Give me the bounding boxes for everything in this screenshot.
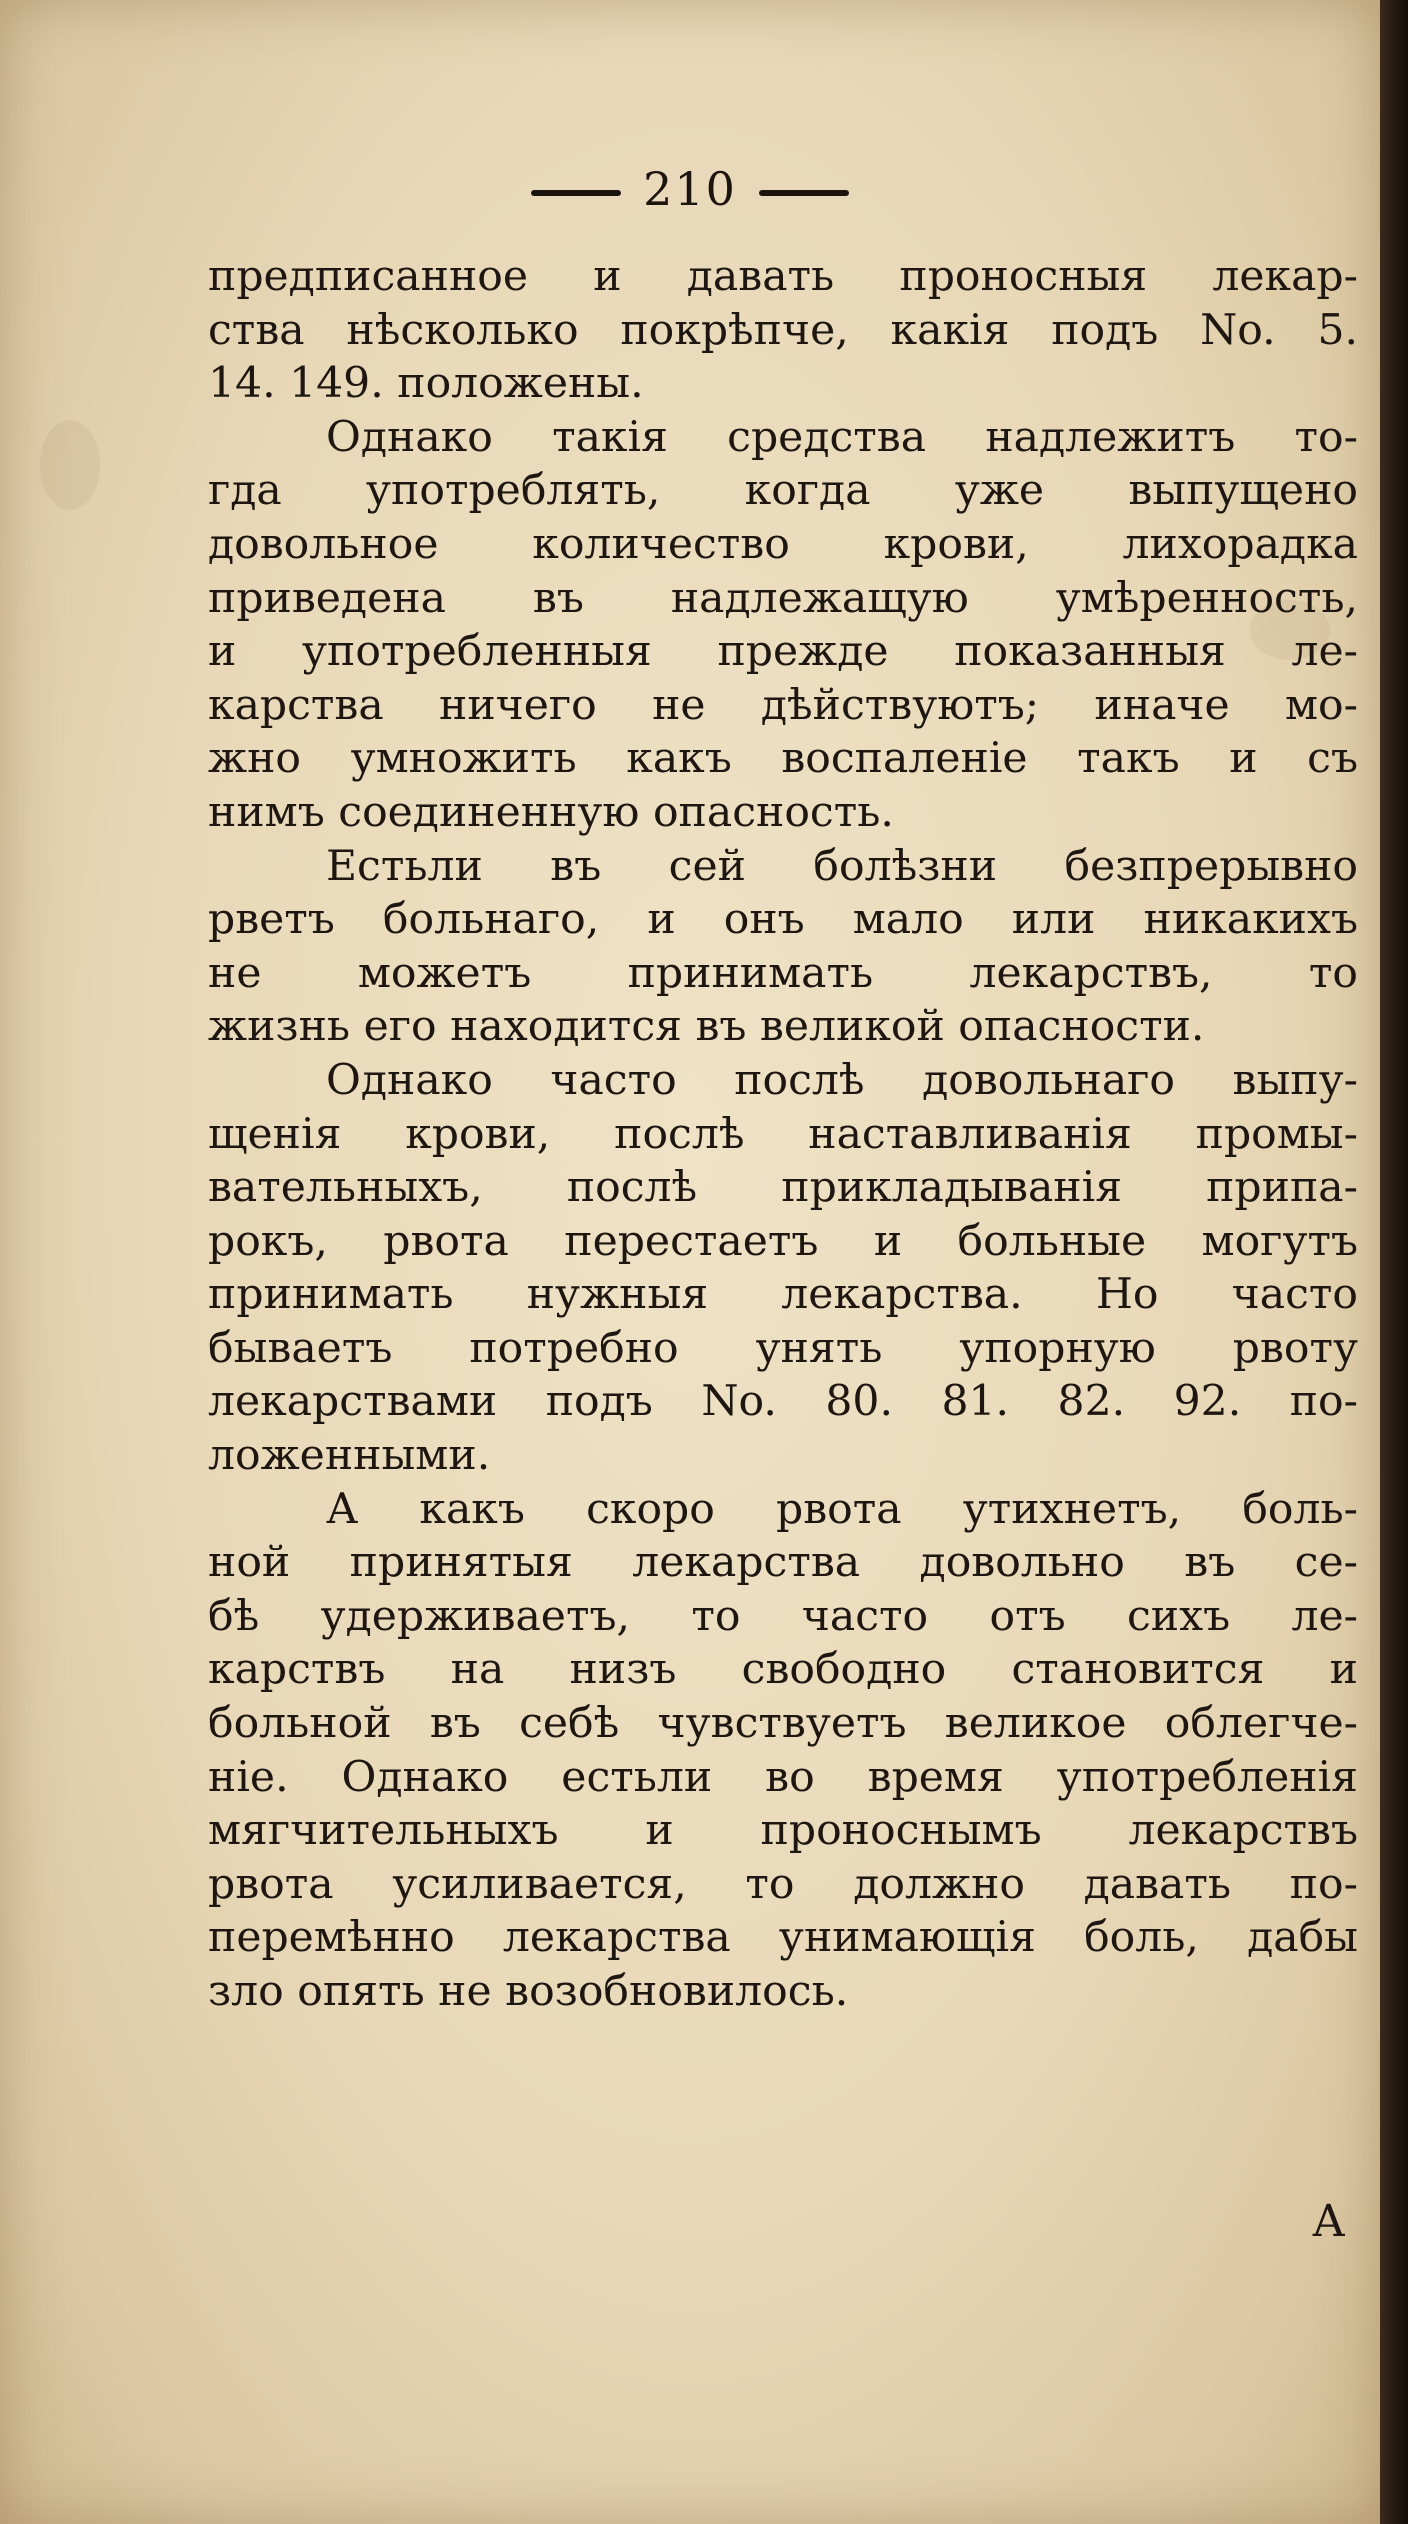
text-line: ства нѣсколько покрѣпче, какія подъ No. 5. xyxy=(208,305,1358,355)
text-line: и употребленныя прежде показанныя ле- xyxy=(208,627,1358,677)
text-line: гда употреблять, когда уже выпущено xyxy=(208,466,1358,516)
header-rule-right xyxy=(759,190,849,196)
text-line: ніе. Однако естьли во время употребленія xyxy=(208,1752,1358,1802)
text-line: приведена въ надлежащую умѣренность, xyxy=(208,573,1358,623)
text-line: рвота усиливается, то должно давать по- xyxy=(208,1859,1358,1909)
text-line: бѣ удерживаетъ, то часто отъ сихъ ле- xyxy=(208,1591,1358,1641)
text-line: Однако часто послѣ довольнаго выпу- xyxy=(326,1055,1358,1105)
text-line: предписанное и давать проносныя лекар- xyxy=(208,252,1358,301)
text-line: рветъ больнаго, и онъ мало или никакихъ xyxy=(208,895,1358,945)
text-line: жно умножить какъ воспаленіе такъ и съ xyxy=(208,734,1358,784)
text-line: ложенными. xyxy=(208,1431,491,1481)
text-line: рокъ, рвота перестаетъ и больные могутъ xyxy=(208,1216,1358,1266)
page-number: 210 xyxy=(643,162,737,216)
text-line: принимать нужныя лекарства. Но часто xyxy=(208,1270,1358,1320)
paper-stain xyxy=(40,420,100,510)
text-line: не можетъ принимать лекарствъ, то xyxy=(208,948,1358,998)
text-line: Однако такія средства надлежитъ то- xyxy=(326,412,1358,462)
text-line: ной принятыя лекарства довольно въ се- xyxy=(208,1538,1358,1588)
text-line: мягчительныхъ и проноснымъ лекарствъ xyxy=(208,1806,1358,1856)
header-rule-left xyxy=(531,190,621,196)
text-line: 14. 149. положены. xyxy=(208,359,644,409)
text-line: бываетъ потребно унять упорную рвоту xyxy=(208,1323,1358,1373)
text-line: жизнь его находится въ великой опасности. xyxy=(208,1002,1205,1052)
text-line: А какъ скоро рвота утихнетъ, боль- xyxy=(326,1484,1358,1534)
body-text xyxy=(208,250,1358,2019)
text-line: карствъ на низъ свободно становится и xyxy=(208,1645,1358,1695)
text-line: щенія крови, послѣ наставливанія промы- xyxy=(208,1109,1358,1159)
text-line: довольное количество крови, лихорадка xyxy=(208,519,1358,569)
catchword: А xyxy=(1312,2196,1346,2247)
text-line: больной въ себѣ чувствуетъ великое облегче- xyxy=(208,1699,1358,1749)
text-line: нимъ соединенную опасность. xyxy=(208,787,894,837)
text-line: вательныхъ, послѣ прикладыванія припа- xyxy=(208,1163,1358,1213)
text-line: перемѣнно лекарства унимающія боль, дабы xyxy=(208,1913,1358,1963)
text-line: лекарствами подъ No. 80. 81. 82. 92. по- xyxy=(208,1377,1358,1427)
text-line: зло опять не возобновилось. xyxy=(208,1967,849,2016)
text-line: карства ничего не дѣйствуютъ; иначе мо- xyxy=(208,680,1358,730)
text-line: Естьли въ сей болѣзни безпрерывно xyxy=(326,841,1358,891)
page-header xyxy=(0,162,1380,216)
binding-edge xyxy=(1380,0,1408,2524)
